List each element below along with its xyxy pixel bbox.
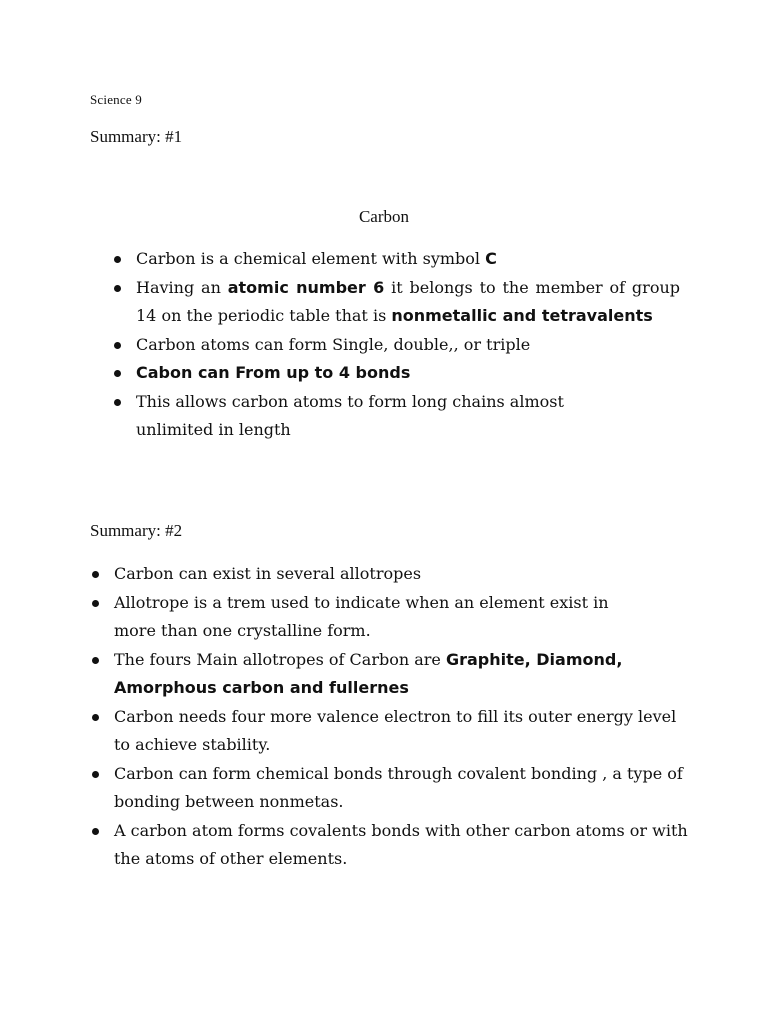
bullet-icon — [92, 771, 99, 778]
bullet-text: Allotrope is a trem used to indicate when an element exist in more than one crystalline form. — [114, 592, 609, 640]
summary-1-bullet-list — [110, 245, 680, 445]
bullet-text: Carbon atoms can form Single, double,, or triple — [136, 334, 531, 354]
bullet-icon — [92, 828, 99, 835]
list-item — [110, 274, 680, 331]
summary-2-heading: Summary: #2 — [90, 521, 183, 540]
list-item — [88, 817, 688, 874]
bullet-text: it belongs to the member of group 14 on the periodic table that is — [136, 277, 681, 325]
bullet-text: A carbon atom forms covalents bonds with other carbon atoms or with the atoms of other elements. — [114, 820, 688, 868]
list-item — [88, 760, 688, 817]
bullet-bold-text: nonmetallic and tetravalents — [391, 306, 653, 325]
bullet-bold-text: C — [485, 249, 497, 268]
bullet-text: Carbon can form chemical bonds through covalent bonding , a type of bonding between nonmetas. — [114, 763, 683, 811]
bullet-icon — [114, 399, 121, 406]
bullet-icon — [92, 657, 99, 664]
bullet-icon — [92, 600, 99, 607]
bullet-icon — [114, 256, 121, 263]
bullet-text: This allows carbon atoms to form long chains almost unlimited in length — [136, 391, 564, 439]
summary-1-heading: Summary: #1 — [90, 127, 183, 146]
bullet-bold-text: atomic number 6 — [227, 277, 385, 297]
bullet-text: Carbon is a chemical element with symbol — [136, 249, 486, 268]
bullet-icon — [92, 571, 99, 578]
bullet-icon — [114, 370, 121, 377]
course-label: Science 9 — [90, 92, 142, 107]
bullet-text: Having an — [136, 277, 228, 297]
bullet-text: Carbon needs four more valence electron to fill its outer energy level to achieve stability. — [114, 706, 677, 754]
list-item — [88, 560, 688, 589]
bullet-icon — [114, 342, 121, 349]
list-item — [88, 646, 688, 703]
list-item — [88, 703, 688, 760]
list-item — [110, 331, 680, 360]
list-item — [110, 359, 680, 388]
bullet-text: Carbon can exist in several allotropes — [114, 564, 422, 583]
list-item — [110, 245, 680, 274]
bullet-bold-text: Cabon can From up to 4 bonds — [136, 363, 411, 382]
bullet-bold-text: Graphite, Diamond, Amorphous carbon and fullernes — [114, 649, 623, 697]
list-item — [88, 589, 688, 646]
bullet-icon — [114, 285, 121, 292]
bullet-icon — [92, 714, 99, 721]
list-item — [110, 388, 680, 445]
bullet-text: The fours Main allotropes of Carbon are — [114, 649, 446, 669]
summary-2-bullet-list — [88, 560, 688, 874]
section-title: Carbon — [358, 207, 410, 226]
